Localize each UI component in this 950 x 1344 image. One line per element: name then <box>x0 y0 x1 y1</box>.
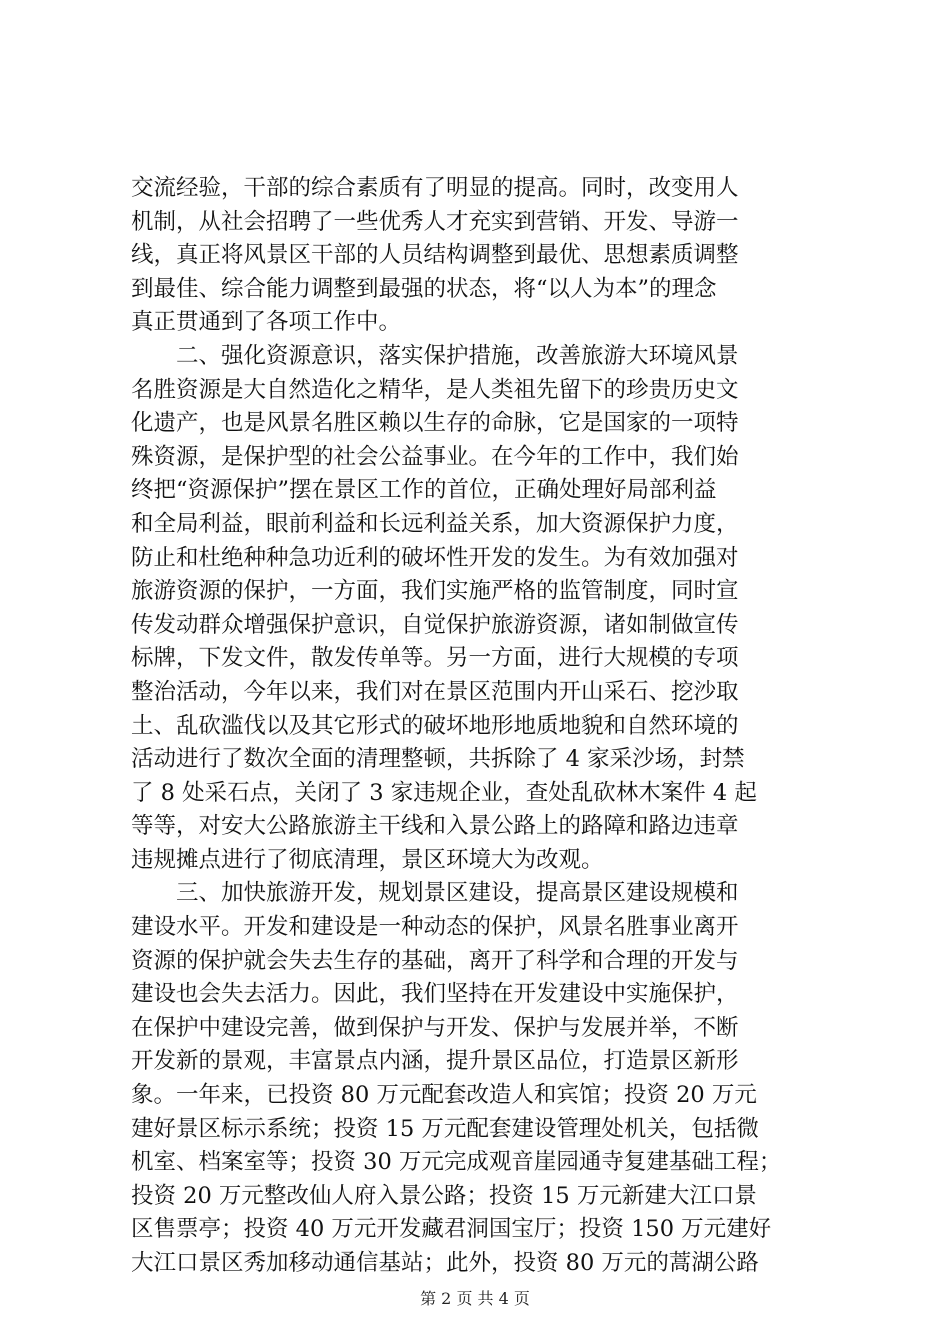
body-text <box>131 172 831 1281</box>
text-line: 等等，对安大公路旅游主干线和入景公路上的路障和路边违章 <box>131 813 739 840</box>
text-line: 和全局利益，眼前利益和长远利益关系，加大资源保护力度， <box>131 510 739 537</box>
text-line: 投资 20 万元整改仙人府入景公路；投资 15 万元新建大江口景 <box>131 1182 757 1209</box>
text-line: 建设也会失去活力。因此，我们坚持在开发建设中实施保护， <box>131 981 739 1008</box>
text-line: 旅游资源的保护，一方面，我们实施严格的监管制度，同时宣 <box>131 578 739 605</box>
text-line: 在保护中建设完善，做到保护与开发、保护与发展并举，不断 <box>131 1014 739 1041</box>
text-line: 交流经验，干部的综合素质有了明显的提高。同时，改变用人 <box>131 175 739 201</box>
text-line: 了 8 处采石点，关闭了 3 家违规企业，查处乱砍林木案件 4 起 <box>131 779 757 806</box>
text-line: 区售票亭；投资 40 万元开发藏君洞国宝厅；投资 150 万元建好 <box>131 1216 772 1243</box>
text-line: 化遗产，也是风景名胜区赖以生存的命脉，它是国家的一项特 <box>131 410 739 437</box>
text-line: 殊资源，是保护型的社会公益事业。在今年的工作中，我们始 <box>131 443 739 470</box>
text-line: 开发新的景观，丰富景点内涵，提升景区品位，打造景区新形 <box>131 1048 739 1075</box>
text-line: 传发动群众增强保护意识，自觉保护旅游资源，诸如制做宣传 <box>131 611 739 638</box>
text-line: 建好景区标示系统；投资 15 万元配套建设管理处机关，包括微 <box>131 1115 759 1142</box>
text-line: 资源的保护就会失去生存的基础，离开了科学和合理的开发与 <box>131 947 739 974</box>
text-line: 违规摊点进行了彻底清理，景区环境大为改观。 <box>131 846 604 873</box>
text-line: 线，真正将风景区干部的人员结构调整到最优、思想素质调整 <box>131 242 739 269</box>
text-line: 终把“资源保护”摆在景区工作的首位，正确处理好局部利益 <box>131 477 717 504</box>
text-line: 机室、档案室等；投资 30 万元完成观音崖园通寺复建基础工程； <box>131 1149 782 1176</box>
text-line: 机制，从社会招聘了一些优秀人才充实到营销、开发、导游一 <box>131 208 739 235</box>
page-number-footer: 第 2 页 共 4 页 <box>420 1289 530 1308</box>
section-two-heading-line: 二、强化资源意识，落实保护措施，改善旅游大环境风景 <box>176 342 739 369</box>
text-line: 标牌，下发文件，散发传单等。另一方面，进行大规模的专项 <box>131 645 739 672</box>
text-line: 整治活动，今年以来，我们对在景区范围内开山采石、挖沙取 <box>131 678 739 705</box>
text-line: 建设水平。开发和建设是一种动态的保护，风景名胜事业离开 <box>131 914 739 941</box>
text-line: 防止和杜绝种种急功近利的破坏性开发的发生。为有效加强对 <box>131 544 739 571</box>
text-line: 土、乱砍滥伐以及其它形式的破坏地形地质地貌和自然环境的 <box>131 712 739 739</box>
section-three-heading-line: 三、加快旅游开发，规划景区建设，提高景区建设规模和 <box>176 880 739 907</box>
text-line: 大江口景区秀加移动通信基站；此外，投资 80 万元的蒿湖公路 <box>131 1250 759 1276</box>
text-line: 活动进行了数次全面的清理整顿，共拆除了 4 家采沙场，封禁 <box>131 746 745 773</box>
text-line: 真正贯通到了各项工作中。 <box>131 309 402 336</box>
text-line: 象。一年来，已投资 80 万元配套改造人和宾馆；投资 20 万元 <box>131 1082 757 1109</box>
text-line: 名胜资源是大自然造化之精华，是人类祖先留下的珍贵历史文 <box>131 376 739 403</box>
text-line: 到最佳、综合能力调整到最强的状态，将“以人为本”的理念 <box>131 275 717 302</box>
